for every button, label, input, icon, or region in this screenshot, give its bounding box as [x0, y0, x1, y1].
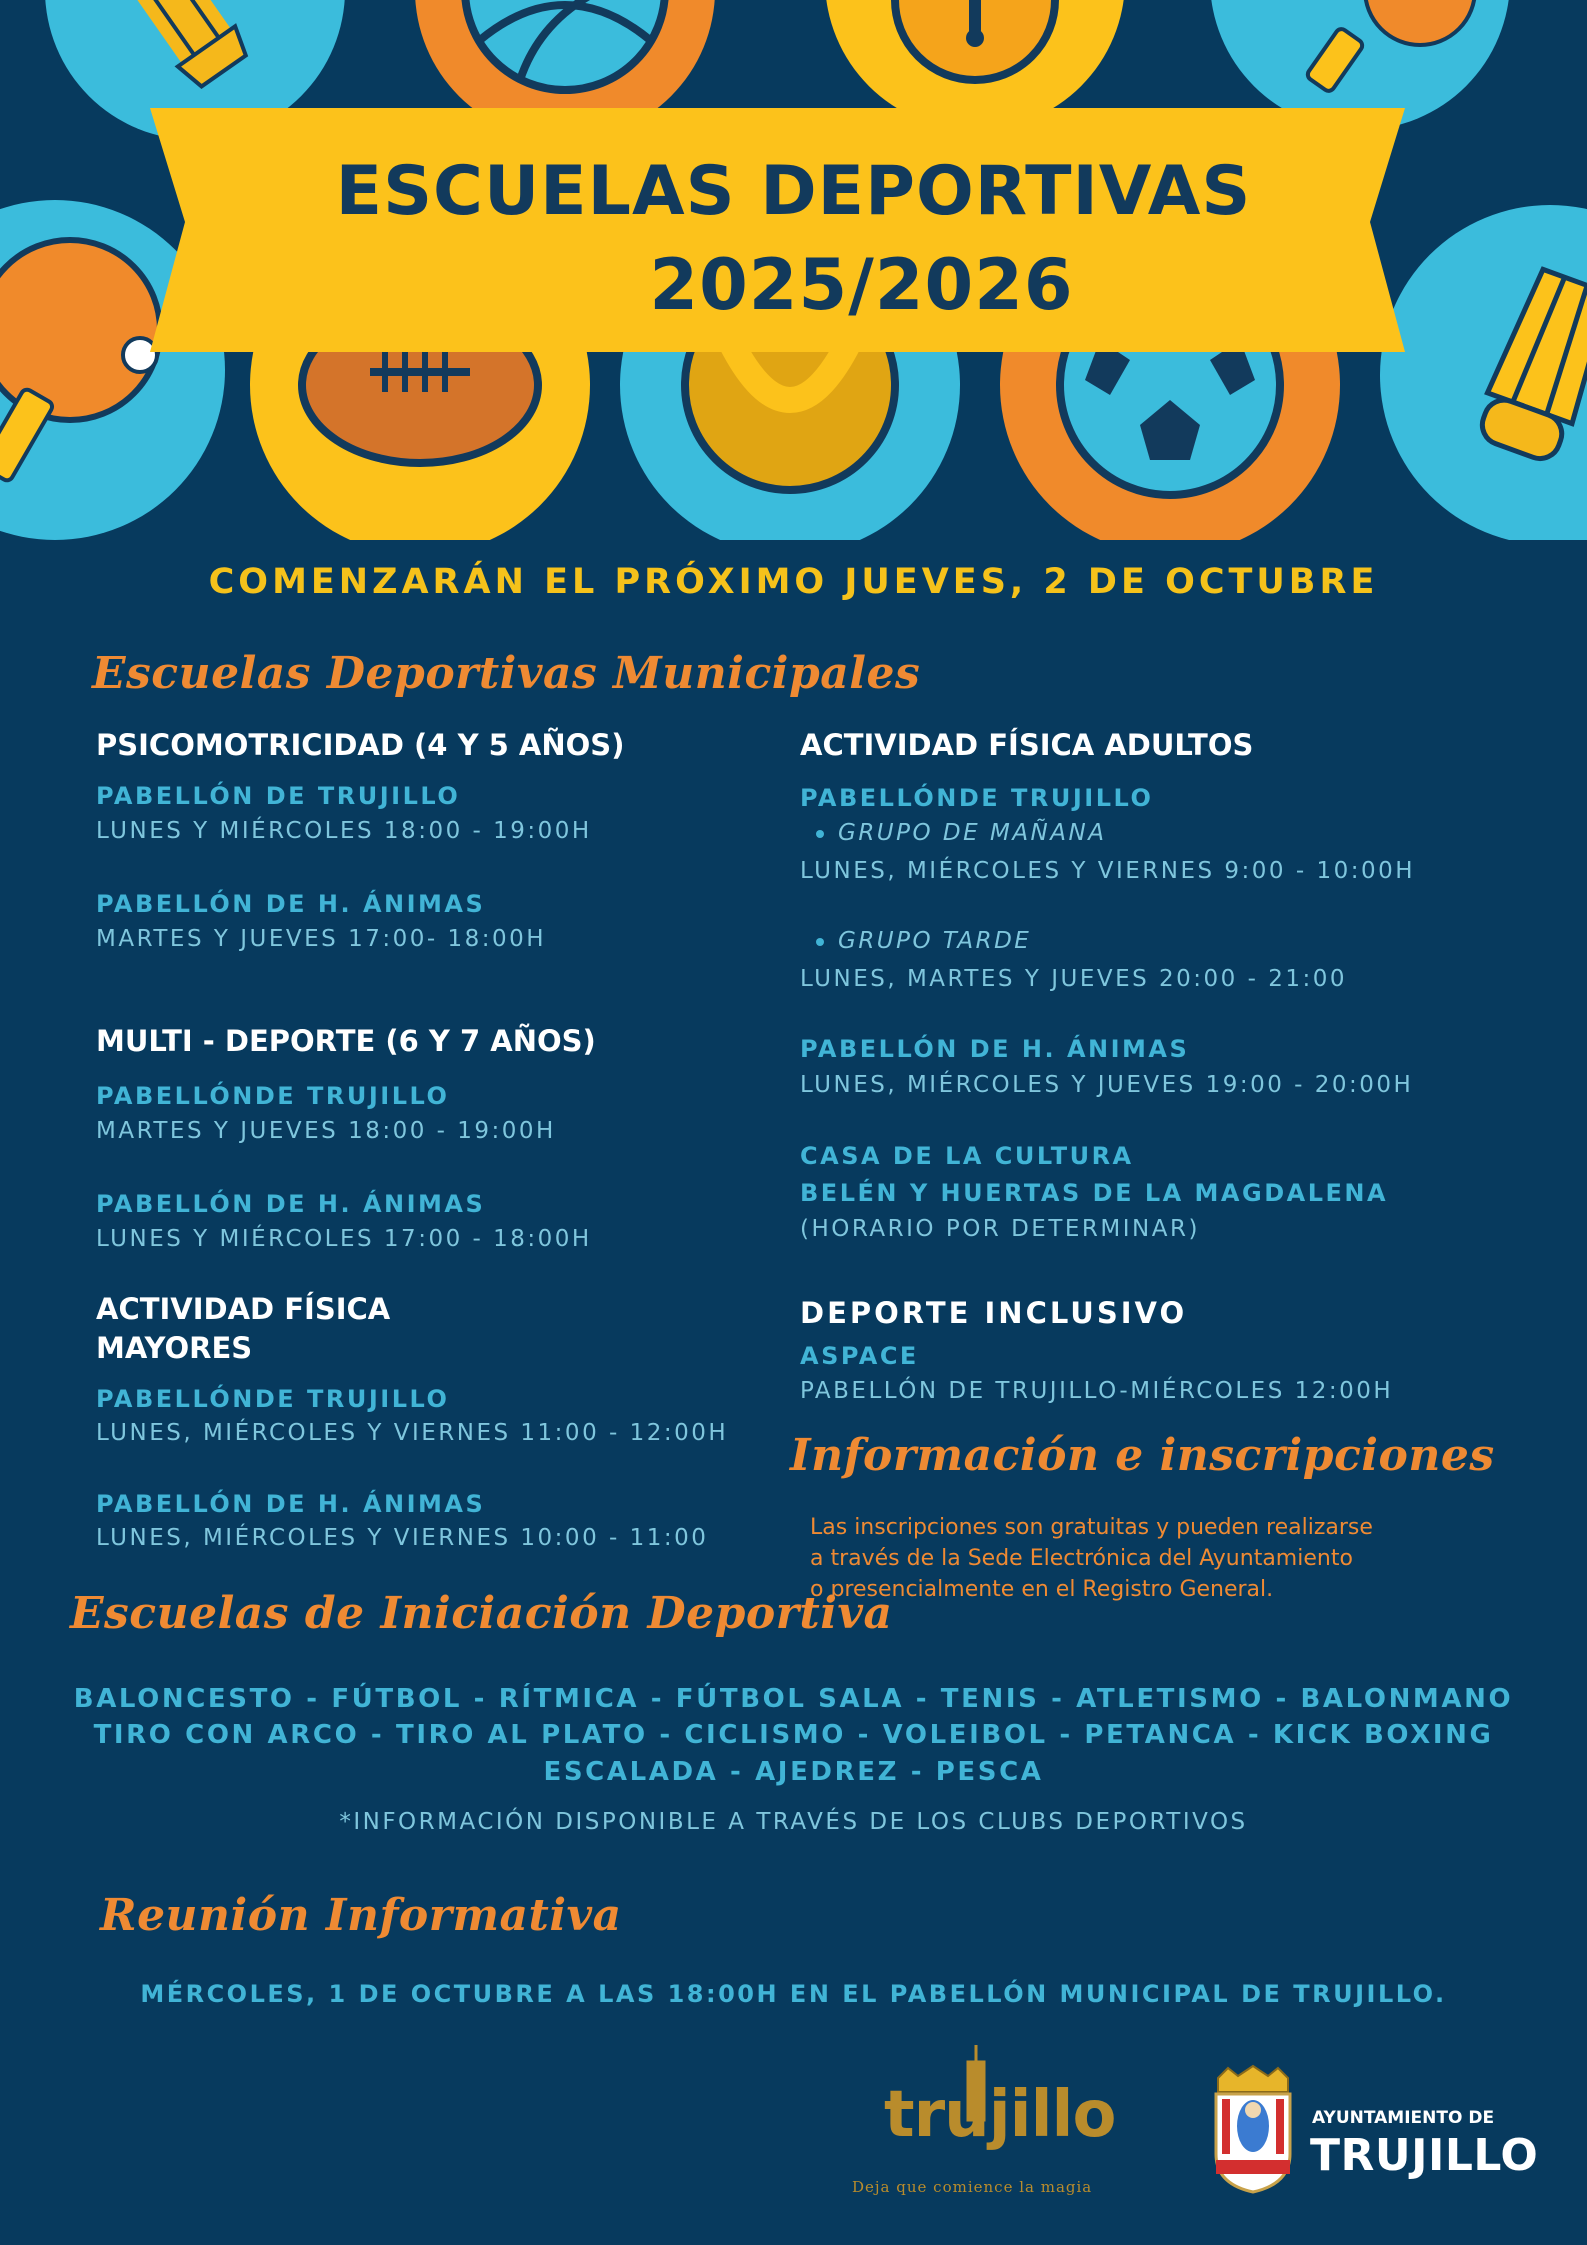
brand-wordmark: trujillo: [884, 2078, 1116, 2152]
schedule-text: LUNES Y MIÉRCOLES 17:00 - 18:00H: [96, 1226, 592, 1252]
ayuntamiento-label: AYUNTAMIENTO DE: [1312, 2108, 1495, 2128]
season-label: 2025/2026: [649, 244, 1074, 326]
page-title: ESCUELAS DEPORTIVAS: [335, 152, 1252, 231]
schedule-text: LUNES, MIÉRCOLES Y JUEVES 19:00 - 20:00H: [800, 1072, 1414, 1098]
venue-label: PABELLÓN DE TRUJILLO: [96, 782, 461, 810]
group-label: [816, 820, 1106, 846]
group-label: [816, 928, 1031, 954]
iniciacion-heading: Escuelas de Iniciación Deportiva: [70, 1588, 893, 1639]
bullet-icon: [816, 830, 824, 838]
sports-list: ESCALADA - AJEDREZ - PESCA: [543, 1757, 1044, 1787]
venue-label: PABELLÓNDE TRUJILLO: [800, 784, 1154, 812]
start-notice: COMENZARÁN EL PRÓXIMO JUEVES, 2 DE OCTUBRE: [208, 562, 1379, 602]
schedule-text: LUNES, MIÉRCOLES Y VIERNES 11:00 - 12:00H: [96, 1420, 729, 1446]
sports-list: BALONCESTO - FÚTBOL - RÍTMICA - FÚTBOL SALA - TENIS - ATLETISMO - BALONMANO: [73, 1684, 1514, 1714]
ayuntamiento-name: TRUJILLO: [1310, 2130, 1539, 2181]
venue-label: PABELLÓN DE H. ÁNIMAS: [800, 1035, 1190, 1063]
schedule-text: MARTES Y JUEVES 17:00- 18:00H: [96, 926, 547, 952]
multideporte-title: MULTI - DEPORTE (6 Y 7 AÑOS): [96, 1024, 596, 1058]
venue-label: PABELLÓN DE H. ÁNIMAS: [96, 890, 486, 918]
schedule-text: LUNES, MARTES Y JUEVES 20:00 - 21:00: [800, 966, 1348, 992]
schedule-text: LUNES, MIÉRCOLES Y VIERNES 10:00 - 11:00: [96, 1525, 709, 1551]
venue-label: CASA DE LA CULTURA: [800, 1142, 1134, 1170]
venue-label: PABELLÓNDE TRUJILLO: [96, 1385, 450, 1413]
reunion-heading: Reunión Informativa: [100, 1890, 622, 1941]
municipal-heading: Escuelas Deportivas Municipales: [92, 648, 921, 699]
info-heading: Información e inscripciones: [790, 1430, 1495, 1481]
schedule-text: LUNES, MIÉRCOLES Y VIERNES 9:00 - 10:00H: [800, 858, 1416, 884]
group-name: GRUPO DE MAÑANA: [838, 820, 1107, 846]
inclusivo-title: DEPORTE INCLUSIVO: [800, 1296, 1188, 1330]
venue-label: PABELLÓNDE TRUJILLO: [96, 1082, 450, 1110]
info-text: o presencialmente en el Registro General.: [810, 1577, 1274, 1602]
coat-of-arms-icon: [1208, 2064, 1298, 2194]
sports-list: TIRO CON ARCO - TIRO AL PLATO - CICLISMO - VOLEIBOL - PETANCA - KICK BOXING: [93, 1720, 1494, 1750]
schedule-text: MARTES Y JUEVES 18:00 - 19:00H: [96, 1118, 556, 1144]
schedule-text: LUNES Y MIÉRCOLES 18:00 - 19:00H: [96, 818, 592, 844]
psicomotricidad-title: PSICOMOTRICIDAD (4 Y 5 AÑOS): [96, 728, 625, 762]
mayores-title-line2: MAYORES: [96, 1331, 253, 1365]
schedule-text: (HORARIO POR DETERMINAR): [800, 1216, 1200, 1242]
meeting-text: MÉRCOLES, 1 DE OCTUBRE A LAS 18:00H EN EL PABELLÓN MUNICIPAL DE TRUJILLO.: [140, 1980, 1447, 2008]
clubs-note: *INFORMACIÓN DISPONIBLE A TRAVÉS DE LOS CLUBS DEPORTIVOS: [339, 1809, 1248, 1835]
info-text: Las inscripciones son gratuitas y pueden realizarse: [810, 1515, 1373, 1540]
schedule-text: PABELLÓN DE TRUJILLO-MIÉRCOLES 12:00H: [800, 1378, 1394, 1404]
group-name: GRUPO TARDE: [838, 928, 1032, 954]
info-text: a través de la Sede Electrónica del Ayuntamiento: [810, 1546, 1353, 1571]
brand-slogan: Deja que comience la magia: [852, 2178, 1093, 2196]
venue-label: BELÉN Y HUERTAS DE LA MAGDALENA: [800, 1179, 1389, 1207]
mayores-title-line1: ACTIVIDAD FÍSICA: [96, 1292, 391, 1326]
venue-label: ASPACE: [800, 1342, 919, 1370]
venue-label: PABELLÓN DE H. ÁNIMAS: [96, 1490, 486, 1518]
venue-label: PABELLÓN DE H. ÁNIMAS: [96, 1190, 486, 1218]
adultos-title: ACTIVIDAD FÍSICA ADULTOS: [800, 728, 1254, 762]
bullet-icon: [816, 938, 824, 946]
